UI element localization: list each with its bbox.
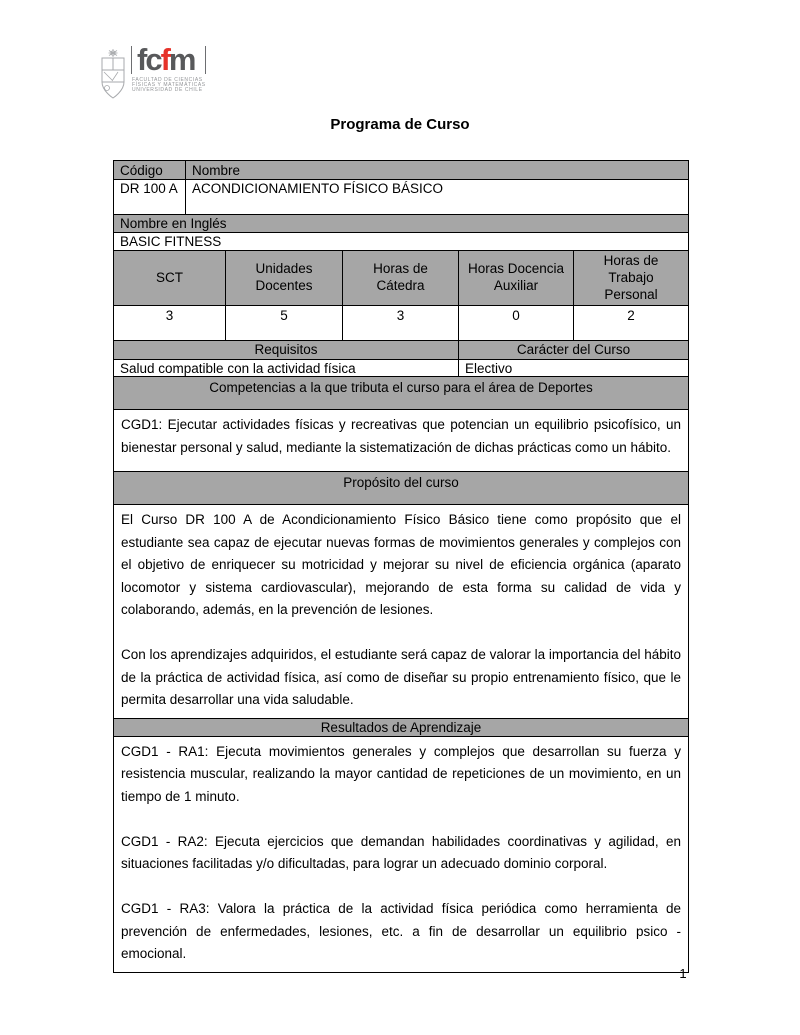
university-shield-icon: [99, 48, 127, 100]
nombre-ingles-value-cell: BASIC FITNESS: [114, 233, 689, 251]
logo-caption-line: FACULTAD DE CIENCIAS: [132, 77, 203, 83]
proposito-text-cell: [114, 505, 689, 719]
requisitos-header-cell: Requisitos: [114, 340, 459, 359]
sct-value-cell: 3: [114, 305, 226, 340]
caracter-value-cell: Electivo: [459, 359, 689, 377]
fcfm-wordmark: [131, 42, 206, 77]
nombre-value-cell: ACONDICIONAMIENTO FÍSICO BÁSICO: [186, 180, 689, 215]
unidades-docentes-value-cell: 5: [226, 305, 343, 340]
sections-table: [113, 376, 689, 973]
competencias-section-header: Competencias a la que tributa el curso para el área de Deportes: [114, 377, 689, 410]
logo-caption-line: UNIVERSIDAD DE CHILE: [132, 87, 203, 93]
logo-caption: [131, 78, 206, 93]
logo-caption-line: FÍSICAS Y MATEMÁTICAS: [132, 82, 206, 88]
unidades-docentes-header-cell: Unidades Docentes: [226, 250, 343, 305]
resultados-text-cell: [114, 736, 689, 972]
resultado-paragraph: CGD1 - RA1: Ejecuta movimientos generales y complejos que desarrollan su fuerza y resistencia muscular, realizando la mayor cantidad de repeticiones de un movimiento, en un tiempo de 1 minuto.: [121, 743, 681, 804]
page-number: 1: [679, 966, 687, 981]
competencias-text-cell: CGD1: Ejecutar actividades físicas y recreativas que potencian un equilibrio psicofísico, un bienestar personal y salud, mediante la sistematización de dichas prácticas como un hábito.: [114, 410, 689, 472]
codigo-header-cell: Código: [114, 161, 186, 180]
fcfm-letters: fcfm: [137, 42, 195, 77]
horas-trabajo-personal-header-cell: Horas de Trabajo Personal: [574, 250, 689, 305]
nombre-header-cell: Nombre: [186, 161, 689, 180]
resultados-section-header: Resultados de Aprendizaje: [114, 718, 689, 736]
caracter-header-cell: Carácter del Curso: [459, 340, 689, 359]
sct-header-cell: SCT: [114, 250, 226, 305]
logo-text-block: [131, 42, 206, 93]
code-name-table: [113, 160, 689, 251]
proposito-paragraph: El Curso DR 100 A de Acondicionamiento Físico Básico tiene como propósito que el estudiante sea capaz de ejecutar nuevas formas de movimientos generales y complejos con el objetivo de enriquecer su motricidad y mejorar su nivel de eficiencia orgánica (aparato locomotor y sistema cardiovascular), mejorando de esta forma su calidad de vida y colaborando, además, en la prevención de lesiones.: [121, 512, 681, 617]
horas-trabajo-personal-value-cell: 2: [574, 305, 689, 340]
requisitos-value-cell: Salud compatible con la actividad física: [114, 359, 459, 377]
nombre-ingles-header-cell: Nombre en Inglés: [114, 215, 689, 233]
proposito-section-header: Propósito del curso: [114, 472, 689, 505]
codigo-value-cell: DR 100 A: [114, 180, 186, 215]
page-title: Programa de Curso: [330, 116, 470, 133]
proposito-paragraph: Con los aprendizajes adquiridos, el estudiante será capaz de valorar la importancia del hábito de la práctica de actividad física, así como de diseñar su propio entrenamiento físico, que le permita desarrollar una vida saludable.: [121, 647, 681, 707]
horas-catedra-header-cell: Horas de Cátedra: [343, 250, 459, 305]
horas-docencia-auxiliar-header-cell: Horas Docencia Auxiliar: [459, 250, 574, 305]
resultado-paragraph: CGD1 - RA2: Ejecuta ejercicios que demandan habilidades coordinativas y agilidad, en situaciones facilitadas y/o dificultadas, para lograr un adecuado dominio corporal.: [121, 833, 681, 871]
hours-table: [113, 250, 689, 378]
course-program-table: [113, 160, 688, 973]
horas-docencia-auxiliar-value-cell: 0: [459, 305, 574, 340]
fcfm-accent-letter: f: [160, 42, 169, 77]
fcfm-logo: [99, 42, 206, 100]
horas-catedra-value-cell: 3: [343, 305, 459, 340]
resultado-paragraph: CGD1 - RA3: Valora la práctica de la actividad física periódica como herramienta de prevención de enfermedades, lesiones, etc. a fin de desarrollar un equilibrio psico - emocional.: [121, 901, 681, 961]
